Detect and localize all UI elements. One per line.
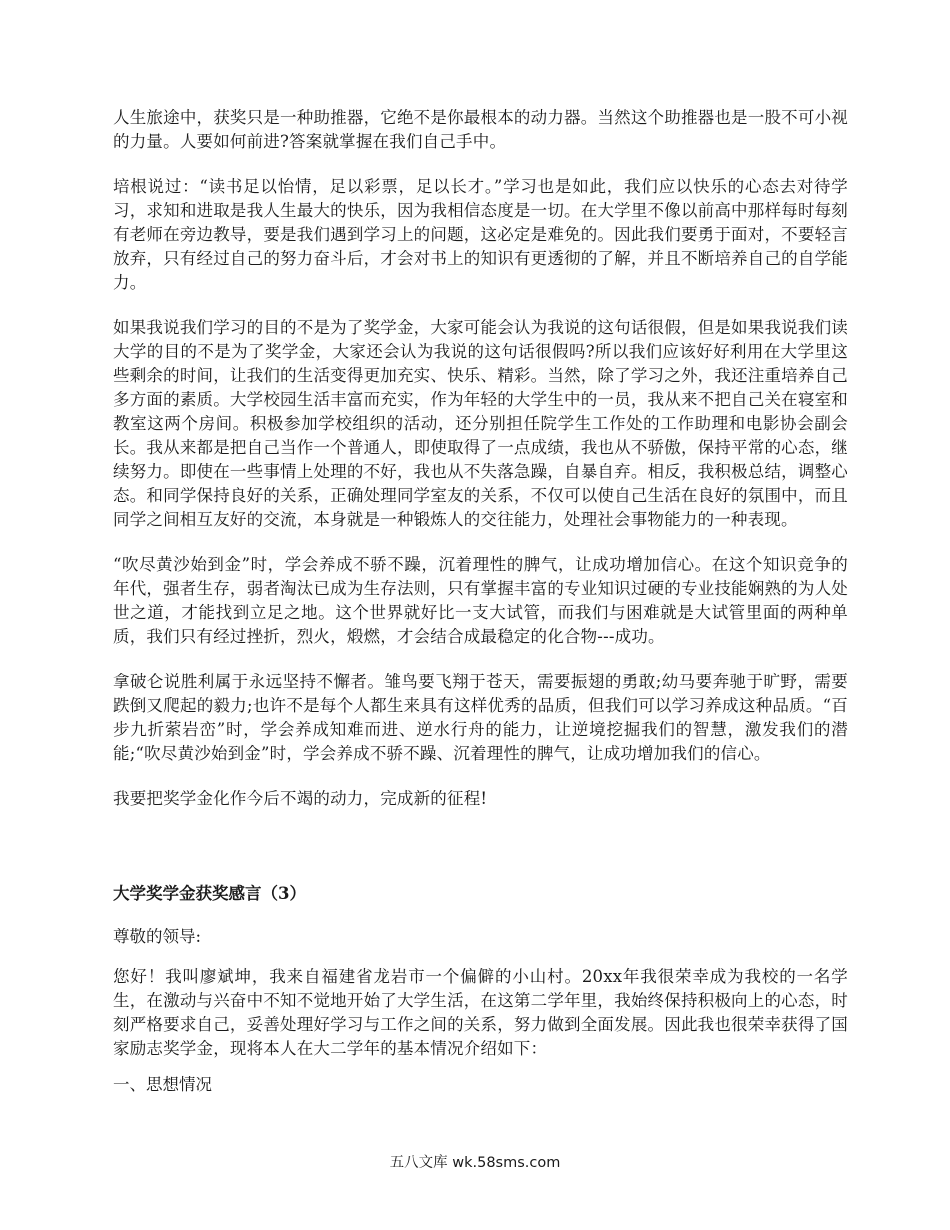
salutation: 尊敬的领导: [113, 927, 202, 946]
paragraph: 如果我说我们学习的目的不是为了奖学金，大家可能会认为我说的这句话很假，但是如果我说我们读大学的目的不是为了奖学金，大家还会认为我说的这句话很假吗?所以我们应该好好利用在大学里这些剩余的时间，让我们的生活变得更加充实、快乐、精彩。当然，除了学习之外，我还注重培养自己多方面的素质。大学校园生活丰富而充实，作为年轻的大学生中的一员，我从来不把自己关在寝室和教室这两个房间。积极参加学校组织的活动，还分别担任院学生工作处的工作助理和电影协会副会长。我从来都是把自己当作一个普通人，即使取得了一点成绩，我也从不骄傲，保持平常的心态，继续努力。即使在一些事情上处理的不好，我也从不失落急躁，自暴自弃。相反，我积极总结，调整心态。和同学保持良好的关系，正确处理同学室友的关系，不仅可以使自己生活在良好的氛围中，而且同学之间相互友好的交流，本身就是一种锻炼人的交往能力，处理社会事物能力的一种表现。 [113, 318, 848, 529]
paragraph: 人生旅途中，获奖只是一种助推器，它绝不是你最根本的动力器。当然这个助推器也是一股不可小视的力量。人要如何前进?答案就掌握在我们自己手中。 [113, 108, 848, 151]
paragraph: 培根说过：“读书足以怡情，足以彩票，足以长才。”学习也是如此，我们应以快乐的心态去对待学习，求知和进取是我人生最大的快乐，因为我相信态度是一切。在大学里不像以前高中那样每时每刻有老师在旁边教导，要是我们遇到学习上的问题，这必定是难免的。因此我们要勇于面对，不要轻言放弃，只有经过自己的努力奋斗后，才会对书上的知识有更透彻的了解，并且不断培养自己的自学能力。 [113, 177, 848, 292]
footer-watermark: 五八文库 wk.58sms.com [389, 1155, 561, 1171]
paragraph: “吹尽黄沙始到金”时，学会养成不骄不躁，沉着理性的脾气，让成功增加信心。在这个知识竞争的年代，强者生存，弱者淘汰已成为生存法则，只有掌握丰富的专业知识过硬的专业技能娴熟的为人处世之道，才能找到立足之地。这个世界就好比一支大试管，而我们与困难就是大试管里面的两种单质，我们只有经过挫折，烈火，煅燃，才会结合成最稳定的化合物---成功。 [113, 555, 848, 646]
document-body [113, 106, 848, 811]
section-title: 一、思想情况 [113, 1075, 212, 1094]
intro-paragraph: 您好！我叫廖斌坤，我来自福建省龙岩市一个偏僻的小山村。20xx年我很荣幸成为我校的一名学生，在激动与兴奋中不知不觉地开始了大学生活，在这第二学年里，我始终保持积极向上的心态，时刻严格要求自己，妥善处理好学习与工作之间的关系，努力做到全面发展。因此我也很荣幸获得了国家励志奖学金，现将本人在大二学年的基本情况介绍如下： [113, 967, 848, 1058]
paragraph: 我要把奖学金化作今后不竭的动力，完成新的征程! [113, 789, 488, 808]
section-heading: 大学奖学金获奖感言（3） [113, 884, 306, 903]
paragraph: 拿破仑说胜利属于永远坚持不懈者。雏鸟要飞翔于苍天，需要振翅的勇敢;幼马要奔驰于旷野，需要跌倒又爬起的毅力;也许不是每个人都生来具有这样优秀的品质，但我们可以学习养成这种品质。“百步九折萦岩峦”时，学会养成知难而进、逆水行舟的能力，让逆境挖掘我们的智慧，激发我们的潜能;“吹尽黄沙始到金”时，学会养成不骄不躁、沉着理性的脾气，让成功增加我们的信心。 [113, 672, 848, 763]
